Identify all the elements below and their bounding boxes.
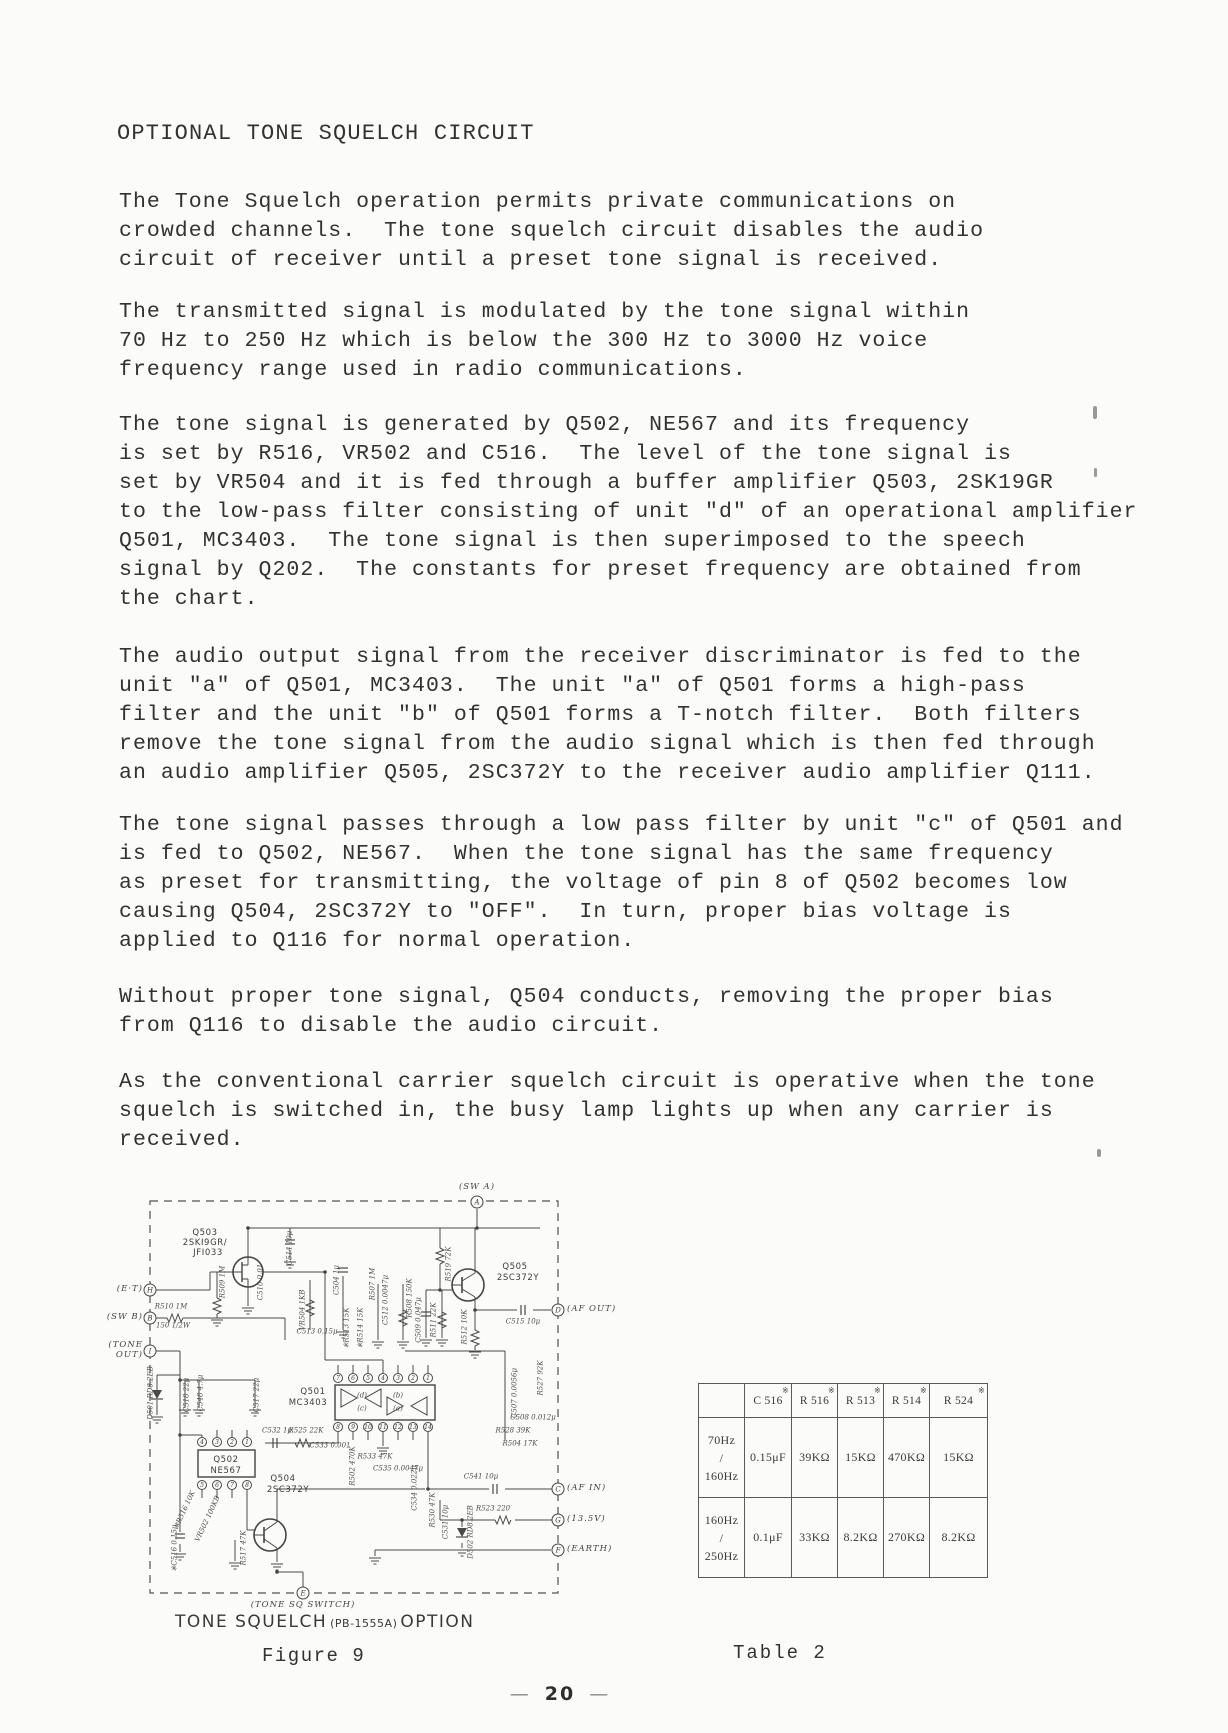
terminal-label: (TONE SQ SWITCH) — [250, 1600, 356, 1611]
component-value-label: C514 10μ — [285, 1230, 294, 1266]
text-line: circuit of receiver until a preset tone signal is received. — [119, 248, 943, 272]
component-value-label: R507 1M — [368, 1267, 377, 1301]
text-line: The Tone Squelch operation permits private communications on — [119, 190, 957, 214]
text-line: filter and the unit "b" of Q501 forms a T-notch filter. Both filters — [119, 703, 1082, 727]
component-value-label: VR502 100KB — [193, 1494, 222, 1543]
ic-pin-14: 14 — [424, 1423, 432, 1431]
component-value-label: ※R513 15K — [342, 1307, 351, 1349]
text-line: Q501, MC3403. The tone signal is then superimposed to the speech — [119, 529, 1026, 553]
text-line: 70 Hz to 250 Hz which is below the 300 Hz to 3000 Hz voice — [119, 329, 929, 353]
frequency-range-cell: 70Hz / 160Hz — [699, 1418, 745, 1498]
ic-pin-12: 12 — [394, 1423, 402, 1431]
text-line: as preset for transmitting, the voltage of pin 8 of Q502 becomes low — [119, 871, 1068, 895]
component-designator: 2SC372Y — [496, 1272, 540, 1283]
transistor-q504-symbol — [254, 1519, 286, 1551]
terminal-label: (AF IN) — [567, 1483, 607, 1494]
ic-pin-11: 11 — [379, 1423, 387, 1431]
ic-pin-4: 4 — [378, 1373, 388, 1383]
terminal-label: (SW B) — [106, 1312, 143, 1323]
component-value-label: D501 RD8.2EB — [146, 1366, 155, 1420]
component-value-cell: 0.15μF — [745, 1418, 792, 1498]
component-value-label: C504 1μ — [332, 1265, 341, 1295]
paragraph — [119, 811, 1124, 956]
component-value-label: C531 10μ — [441, 1504, 450, 1540]
ic-pin-7: 7 — [333, 1373, 343, 1383]
component-value-cell: 8.2KΩ — [838, 1498, 884, 1578]
component-value-label: C541 10μ — [463, 1472, 499, 1481]
component-value-label: R512 10K — [460, 1309, 469, 1345]
text-line: from Q116 to disable the audio circuit. — [119, 1014, 664, 1038]
text-line: The transmitted signal is modulated by the tone signal within — [119, 300, 971, 324]
terminal-a: A — [471, 1196, 484, 1209]
reference-mark: ※ — [919, 1386, 927, 1395]
component-value-label: (a) — [393, 1404, 403, 1413]
component-value-cell: 33KΩ — [792, 1498, 838, 1578]
component-value-label: C513 0.15μ — [296, 1327, 338, 1336]
ic-pin-6: 6 — [348, 1373, 358, 1383]
figure-caption-model: (PB-1555A) — [330, 1617, 398, 1630]
component-value-label: R504 17K — [502, 1439, 538, 1448]
text-line: the chart. — [119, 587, 259, 611]
reference-mark: ※ — [827, 1386, 835, 1395]
component-value-label: C507 0.0056μ — [510, 1368, 519, 1418]
terminal-e: E — [297, 1587, 310, 1600]
component-value-label: R502 470K — [348, 1446, 357, 1486]
figure-label: Figure 9 — [262, 1645, 366, 1667]
scan-artifact — [1093, 406, 1097, 419]
component-value-label: R523 220 — [475, 1504, 511, 1513]
ic-pin-1: 1 — [242, 1437, 252, 1447]
text-line: applied to Q116 for normal operation. — [119, 929, 636, 953]
text-line: is set by R516, VR502 and C516. The level of the tone signal is — [119, 442, 1012, 466]
text-line: As the conventional carrier squelch circuit is operative when the tone — [119, 1070, 1096, 1094]
paragraph — [119, 411, 1138, 614]
text-line: set by VR504 and it is fed through a buffer amplifier Q503, 2SK19GR — [119, 471, 1054, 495]
circuit-wires — [155, 1209, 552, 1593]
figure-caption-title: TONE SQUELCH — [175, 1612, 328, 1632]
ic-pin-1: 1 — [423, 1373, 433, 1383]
component-value-label: ※C516 0.15μ — [170, 1524, 179, 1572]
table-col-header: R 524 ※ — [930, 1384, 988, 1418]
paragraph — [119, 1068, 1096, 1155]
terminal-i: I — [144, 1345, 157, 1358]
terminal-label: (AF OUT) — [567, 1304, 617, 1315]
scan-artifact — [1094, 468, 1097, 477]
component-value-label: C509 0.047μ — [414, 1297, 423, 1343]
component-value-cell: 0.1μF — [745, 1498, 792, 1578]
component-value-label: C508 0.012μ — [510, 1413, 556, 1422]
component-value-cell: 470KΩ — [884, 1418, 930, 1498]
frequency-range-cell: 160Hz / 250Hz — [699, 1498, 745, 1578]
page-number-dash-left: — — [509, 1683, 531, 1705]
text-line: The tone signal passes through a low pass filter by unit "c" of Q501 and — [119, 813, 1124, 837]
reference-mark: ※ — [781, 1386, 789, 1395]
component-value-label: R510 1M — [154, 1302, 188, 1311]
component-value-label: ※R516 10K — [172, 1489, 197, 1530]
component-value-label: R511 22K — [429, 1302, 438, 1338]
ic-pin-2: 2 — [227, 1437, 237, 1447]
table-corner-cell — [699, 1384, 745, 1418]
component-value-label: C517 22μ — [252, 1377, 261, 1413]
reference-mark: ※ — [977, 1386, 985, 1395]
table-col-header: C 516 ※ — [745, 1384, 792, 1418]
component-designator: Q503 — [192, 1227, 218, 1238]
text-line: Without proper tone signal, Q504 conducts, removing the proper bias — [119, 985, 1054, 1009]
ic-q501-symbol — [335, 1385, 435, 1420]
component-designator: Q501 — [300, 1386, 326, 1397]
component-value-label: VR504 1KB — [298, 1289, 307, 1331]
text-line: The tone signal is generated by Q502, NE567 and its frequency — [119, 413, 971, 437]
ic-pin-6: 6 — [212, 1480, 222, 1490]
ic-pin-5: 5 — [197, 1480, 207, 1490]
component-designator: Q502 — [213, 1454, 239, 1465]
terminal-label: (13.5V) — [567, 1514, 606, 1525]
component-value-label: C535 0.0047μ — [373, 1464, 423, 1473]
component-value-cell: 15KΩ — [930, 1418, 988, 1498]
text-line: remove the tone signal from the audio signal which is then fed through — [119, 732, 1096, 756]
transistor-q505-symbol — [452, 1269, 484, 1301]
component-value-label: C548 4.7μ — [196, 1374, 205, 1412]
ic-pin-8: 8 — [242, 1480, 252, 1490]
text-line: an audio amplifier Q505, 2SC372Y to the receiver audio amplifier Q111. — [119, 761, 1096, 785]
component-value-label: C512 0.0047μ — [381, 1275, 390, 1325]
text-line: The audio output signal from the receiver discriminator is fed to the — [119, 645, 1082, 669]
table-col-header: R 516 ※ — [792, 1384, 838, 1418]
ic-pin-2: 2 — [408, 1373, 418, 1383]
text-line: causing Q504, 2SC372Y to "OFF". In turn, proper bias voltage is — [119, 900, 1012, 924]
component-value-label: R519 72K — [444, 1246, 453, 1282]
paragraph — [119, 983, 1054, 1041]
table-2 — [698, 1383, 988, 1578]
scan-artifact — [1097, 1149, 1101, 1157]
ic-pin-3: 3 — [212, 1437, 222, 1447]
paragraph — [119, 188, 984, 275]
component-designator: Q504 — [270, 1473, 296, 1484]
text-line: signal by Q202. The constants for preset frequency are obtained from — [119, 558, 1082, 582]
component-value-label: R530 47K — [428, 1492, 437, 1528]
component-designator: JFI033 — [193, 1247, 223, 1258]
ic-pin-9: 9 — [348, 1422, 358, 1432]
component-designator: 2SKI9GR/ — [182, 1237, 228, 1248]
terminal-g: G — [552, 1514, 565, 1527]
component-value-label: C532 1μ — [262, 1426, 292, 1435]
component-value-label: R533 47K — [357, 1452, 393, 1461]
ic-pin-7: 7 — [227, 1480, 237, 1490]
page-number-value: 20 — [544, 1683, 576, 1705]
component-designator: NE567 — [210, 1465, 242, 1476]
component-designator: 2SC372Y — [266, 1484, 310, 1495]
terminal-h: H — [144, 1284, 157, 1297]
component-value-cell: 39KΩ — [792, 1418, 838, 1498]
figure-9-schematic — [85, 1180, 660, 1635]
ic-pin-10: 10 — [364, 1423, 372, 1431]
text-line: crowded channels. The tone squelch circuit disables the audio — [119, 219, 985, 243]
component-value-label: 150 1/2W — [155, 1321, 191, 1330]
text-line: to the low-pass filter consisting of unit "d" of an operational amplifier — [119, 500, 1138, 524]
table-row — [699, 1498, 988, 1578]
text-line: unit "a" of Q501, MC3403. The unit "a" of Q501 forms a high-pass — [119, 674, 1026, 698]
component-value-label: R508 150K — [405, 1278, 414, 1318]
terminal-b: B — [144, 1312, 157, 1325]
component-value-label: D502 RD8.2EB — [466, 1505, 475, 1559]
component-value-cell: 15KΩ — [838, 1418, 884, 1498]
component-value-label: (c) — [357, 1404, 367, 1413]
page-number-dash-right: — — [589, 1683, 611, 1705]
text-line: is fed to Q502, NE567. When the tone signal has the same frequency — [119, 842, 1054, 866]
table-label: Table 2 — [733, 1642, 827, 1664]
component-value-label: (d) — [357, 1391, 367, 1400]
terminal-label: (TONE OUT) — [108, 1340, 143, 1360]
ic-pin-3: 3 — [393, 1373, 403, 1383]
component-value-label: C510 0.01 — [256, 1263, 265, 1301]
component-value-label: R509 1M — [218, 1265, 227, 1299]
terminal-label: (SW A) — [458, 1182, 496, 1193]
terminal-c: C — [552, 1483, 565, 1496]
component-value-label: R528 39K — [495, 1426, 531, 1435]
component-value-label: ※R514 15K — [356, 1307, 365, 1349]
paragraph — [119, 643, 1096, 788]
text-line: squelch is switched in, the busy lamp lights up when any carrier is — [119, 1099, 1054, 1123]
ic-pin-4: 4 — [197, 1437, 207, 1447]
figure-caption-suffix: OPTION — [400, 1612, 475, 1632]
component-value-cell: 270KΩ — [884, 1498, 930, 1578]
component-value-label: R527 92K — [536, 1360, 545, 1396]
component-value-label: R517 47K — [239, 1530, 248, 1566]
table-row — [699, 1418, 988, 1498]
ic-pin-13: 13 — [409, 1423, 417, 1431]
component-value-cell: 8.2KΩ — [930, 1498, 988, 1578]
table-col-header: R 514 ※ — [884, 1384, 930, 1418]
module-boundary — [146, 1201, 558, 1593]
terminal-d: D — [552, 1304, 565, 1317]
component-value-label: R525 22K — [288, 1426, 324, 1435]
ic-pin-5: 5 — [363, 1373, 373, 1383]
terminal-label: (EARTH) — [567, 1544, 613, 1555]
terminal-f: F — [552, 1544, 565, 1557]
paragraph — [119, 298, 970, 385]
component-value-label: C518 22μ — [182, 1377, 191, 1413]
figure-caption — [175, 1612, 475, 1632]
component-designator: Q505 — [502, 1261, 528, 1272]
terminal-label: (E·T) — [116, 1284, 143, 1295]
component-value-label: C534 0.022μ — [410, 1465, 419, 1511]
component-value-label: C515 10μ — [505, 1317, 541, 1326]
component-value-label: C533 0.001 — [309, 1441, 351, 1450]
text-line: received. — [119, 1128, 245, 1152]
text-line: frequency range used in radio communications. — [119, 358, 747, 382]
component-value-label: (b) — [393, 1391, 403, 1400]
ic-pin-8: 8 — [333, 1422, 343, 1432]
page-title: OPTIONAL TONE SQUELCH CIRCUIT — [117, 121, 535, 146]
reference-mark: ※ — [873, 1386, 881, 1395]
component-designator: MC3403 — [288, 1397, 328, 1408]
table-col-header: R 513 ※ — [838, 1384, 884, 1418]
page-number — [0, 1683, 1120, 1705]
